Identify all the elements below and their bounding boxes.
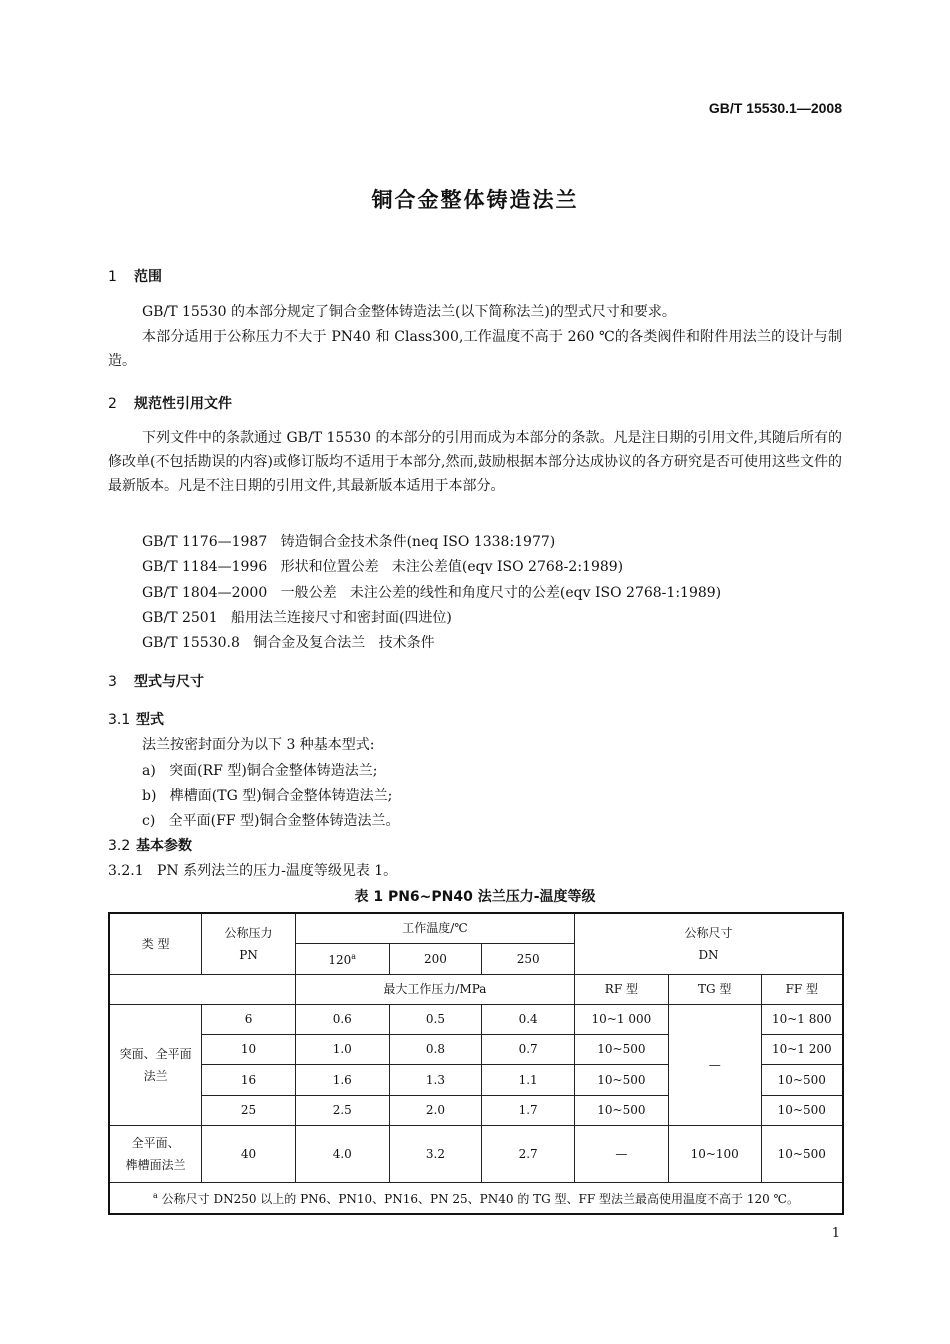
list-item: c) 全平面(FF 型)铜合金整体铸造法兰。 (142, 813, 400, 829)
section-number: 3.2 (108, 838, 131, 854)
cell-text: 榫槽面法兰 (125, 1157, 186, 1172)
pressure-cell: 0.7 (482, 1034, 575, 1064)
list-item: a) 突面(RF 型)铜合金整体铸造法兰; (142, 763, 378, 779)
section-1-paragraph-2: 本部分适用于公称压力不大于 PN40 和 Class300,工作温度不高于 260 ℃的各类阀件和附件用法兰的设计与制造。 (108, 329, 842, 369)
pn-cell: 10 (202, 1034, 296, 1064)
footnote-mark: a (351, 952, 357, 961)
pn-cell: 16 (202, 1064, 296, 1095)
section-1-heading (108, 266, 162, 286)
cell-text: 法兰 (143, 1068, 168, 1083)
pn-cell: 40 (202, 1125, 296, 1182)
reference-item: GB/T 1176—1987 铸造铜合金技术条件(neq ISO 1338:1977) (142, 534, 556, 550)
section-3-2-heading (108, 835, 192, 855)
section-title: 规范性引用文件 (134, 396, 232, 412)
page-number: 1 (831, 1226, 840, 1241)
header-text: 公称压力 (224, 925, 273, 940)
table-footnote (109, 1182, 843, 1214)
section-number: 3.1 (108, 712, 131, 728)
section-number: 1 (108, 269, 117, 285)
pressure-cell: 0.8 (389, 1034, 482, 1064)
section-2-heading (108, 393, 232, 413)
ff-cell: 10~500 (761, 1064, 843, 1095)
header-temp-250: 250 (482, 943, 575, 974)
pn-cell: 25 (202, 1095, 296, 1125)
tg-cell: 10~100 (668, 1125, 761, 1182)
section-number: 3 (108, 674, 117, 690)
header-tg: TG 型 (668, 974, 761, 1004)
header-max-pressure: 最大工作压力/MPa (295, 974, 574, 1004)
header-text: DN (698, 947, 719, 962)
rf-cell: 10~500 (575, 1034, 669, 1064)
rf-cell: 10~500 (575, 1064, 669, 1095)
tg-cell: — (668, 1004, 761, 1125)
cell-text: 突面、全平面 (119, 1046, 192, 1061)
header-temp-120 (295, 943, 389, 974)
cell-text: 全平面、 (131, 1135, 180, 1150)
section-title: 基本参数 (136, 838, 192, 854)
standard-number: GB/T 15530.1—2008 (708, 100, 842, 116)
header-type: 类 型 (109, 913, 202, 974)
pressure-cell: 4.0 (295, 1125, 389, 1182)
pressure-cell: 0.6 (295, 1004, 389, 1034)
header-nominal-size (575, 913, 844, 974)
rf-cell: — (575, 1125, 669, 1182)
pressure-cell: 2.0 (389, 1095, 482, 1125)
reference-item: GB/T 2501 船用法兰连接尺寸和密封面(四进位) (142, 610, 452, 626)
header-ff: FF 型 (761, 974, 843, 1004)
section-1-paragraph-1: GB/T 15530 的本部分规定了铜合金整体铸造法兰(以下简称法兰)的型式尺寸和要求。 (142, 304, 676, 320)
footnote-text: 公称尺寸 DN250 以上的 PN6、PN10、PN16、PN 25、PN40 的 TG 型、FF 型法兰最高使用温度不高于 120 ℃。 (161, 1192, 799, 1206)
header-working-temperature: 工作温度/℃ (295, 913, 574, 943)
header-temp-200: 200 (389, 943, 482, 974)
header-nominal-pressure (202, 913, 296, 974)
table-caption: 表 1 PN6~PN40 法兰压力-温度等级 (354, 889, 596, 905)
pressure-cell: 1.1 (482, 1064, 575, 1095)
footnote-mark: a (153, 1191, 158, 1200)
header-text: 公称尺寸 (684, 925, 733, 940)
ff-cell: 10~1 800 (761, 1004, 843, 1034)
pressure-cell: 2.7 (482, 1125, 575, 1182)
section-number: 2 (108, 396, 117, 412)
pn-cell: 6 (202, 1004, 296, 1034)
section-3-2-1-text: 3.2.1 PN 系列法兰的压力-温度等级见表 1。 (108, 863, 398, 879)
pressure-temperature-table (108, 912, 844, 1215)
ff-cell: 10~1 200 (761, 1034, 843, 1064)
reference-item: GB/T 1184—1996 形状和位置公差 未注公差值(eqv ISO 2768-2:1989) (142, 559, 624, 575)
list-item: b) 榫槽面(TG 型)铜合金整体铸造法兰; (142, 788, 393, 804)
pressure-cell: 1.3 (389, 1064, 482, 1095)
section-3-heading (108, 671, 204, 691)
pressure-cell: 1.0 (295, 1034, 389, 1064)
reference-item: GB/T 1804—2000 一般公差 未注公差的线性和角度尺寸的公差(eqv ISO 2768-1:1989) (142, 585, 722, 601)
header-text: 120 (328, 953, 352, 967)
rf-cell: 10~1 000 (575, 1004, 669, 1034)
pressure-cell: 1.7 (482, 1095, 575, 1125)
section-title: 型式 (136, 712, 164, 728)
section-title: 范围 (134, 269, 162, 285)
ff-cell: 10~500 (761, 1095, 843, 1125)
page-title: 铜合金整体铸造法兰 (371, 188, 579, 212)
section-3-1-intro: 法兰按密封面分为以下 3 种基本型式: (142, 737, 375, 753)
pressure-cell: 0.5 (389, 1004, 482, 1034)
type-cell (109, 1125, 202, 1182)
table-row (109, 1125, 843, 1182)
header-text: PN (239, 947, 258, 962)
type-cell (109, 1004, 202, 1125)
ff-cell: 10~500 (761, 1125, 843, 1182)
section-title: 型式与尺寸 (134, 674, 204, 690)
header-blank (109, 974, 295, 1004)
pressure-cell: 2.5 (295, 1095, 389, 1125)
table-row (109, 1004, 843, 1034)
section-3-1-heading (108, 709, 164, 729)
section-2-paragraph: 下列文件中的条款通过 GB/T 15530 的本部分的引用而成为本部分的条款。凡是注日期的引用文件,其随后所有的修改单(不包括勘误的内容)或修订版均不适用于本部分,然而,鼓励根据本部分达成协议的各方研究是否可使用这些文件的最新版本。凡是不注日期的引用文件,其最新版本适用于本部分。 (108, 430, 842, 494)
pressure-cell: 0.4 (482, 1004, 575, 1034)
rf-cell: 10~500 (575, 1095, 669, 1125)
pressure-cell: 1.6 (295, 1064, 389, 1095)
pressure-cell: 3.2 (389, 1125, 482, 1182)
reference-item: GB/T 15530.8 铜合金及复合法兰 技术条件 (142, 635, 435, 651)
header-rf: RF 型 (575, 974, 669, 1004)
